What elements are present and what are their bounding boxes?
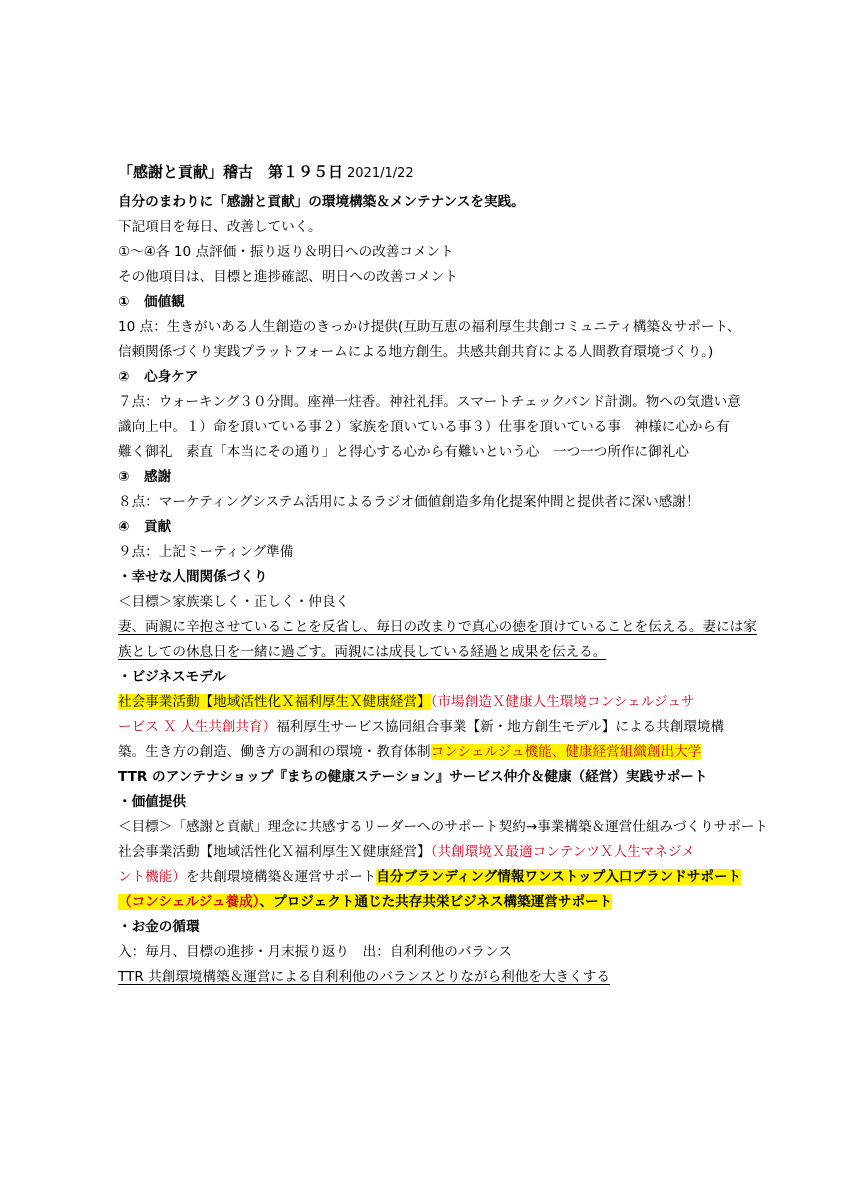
care-line-3: 難く御礼 素直「本当にその通り」と得心する心から有難いという心 一つ一つ所作に御礼心 bbox=[118, 444, 689, 460]
care-line-1: ７点：ウォーキング３０分間。座禅一炷香。神社礼拝。スマートチェックバンド計測。物への気遣い意 bbox=[118, 394, 741, 410]
intro-heading: 自分のまわりに「感謝と貢献」の環境構築＆メンテナンスを実践。 bbox=[118, 194, 525, 210]
value-line-3 bbox=[118, 890, 738, 915]
section-care-heading bbox=[118, 365, 738, 390]
business-line-2 bbox=[118, 715, 738, 740]
intro-line-2: ①～④各 10 点評価・振り返り＆明日への改善コメント bbox=[118, 244, 454, 260]
section-values-heading bbox=[118, 290, 738, 315]
title-date: 2021/1/22 bbox=[347, 166, 414, 181]
values-line-1: 10 点：生きがいある人生創造のきっかけ提供(互助互恵の福利厚生共創コミュニティ構築＆サポート、 bbox=[118, 319, 741, 335]
values-line-2: 信頼関係づくり実践プラットフォームによる地方創生。共感共創共育による人間教育環境づくり。) bbox=[118, 344, 714, 360]
relationships-heading: ・幸せな人間関係づくり bbox=[118, 569, 268, 585]
value-goal: ＜目標＞「感謝と貢献」理念に共感するリーダーへのサポート契約→事業構築＆運営仕組みづくりサポート bbox=[118, 819, 769, 835]
contribution-line-1: ９点：上記ミーティング準備 bbox=[118, 544, 294, 560]
business-highlight-red: コンシェルジュ機能、健康経営組織創出大学 bbox=[430, 744, 702, 760]
money-heading: ・お金の循環 bbox=[118, 919, 200, 935]
business-highlight: 社会事業活動【地域活性化Ｘ福利厚生Ｘ健康経営】 bbox=[118, 694, 431, 710]
value-line-2 bbox=[118, 865, 742, 890]
money-line-1: 入：毎月、目標の進捗・月末振り返り 出：自利利他のバランス bbox=[118, 944, 512, 960]
business-heading: ・ビジネスモデル bbox=[118, 669, 226, 685]
section-number: ② bbox=[118, 369, 130, 385]
section-label: 価値観 bbox=[144, 294, 185, 310]
section-label: 感謝 bbox=[144, 469, 172, 485]
value-line-1 bbox=[118, 840, 738, 865]
intro-line-1: 下記項目を毎日、改善していく。 bbox=[118, 219, 322, 235]
intro-line-3: その他項目は、目標と進捗確認、明日への改善コメント bbox=[118, 269, 458, 285]
value-highlight-bold: 、プロジェクト通じた共存共栄ビジネス構築運営サポート bbox=[259, 894, 613, 910]
relationships-goal: ＜目標＞家族楽しく・正しく・仲良く bbox=[118, 594, 350, 610]
title-main: 「感謝と貢献」稽古 第１９５日 bbox=[118, 163, 344, 181]
section-label: 貢献 bbox=[144, 519, 172, 535]
business-text: 築。生き方の創造、働き方の調和の環境・教育体制 bbox=[118, 744, 431, 760]
care-line-2: 識向上中。１）命を頂いている事２）家族を頂いている事３）仕事を頂いている事 神様に心から有 bbox=[118, 419, 730, 435]
money-line-2: TTR 共創環境構築＆運営による自利利他のバランスとりながら利他を大きくする bbox=[118, 969, 610, 985]
ttr-antenna-shop: TTR のアンテナショップ『まちの健康ステーション』サービス仲介＆健康（経営）実践サポート bbox=[118, 769, 708, 785]
relationships-line-2: 族としての休息日を一緒に過ごす。両親には成長している経過と成果を伝える。 bbox=[118, 644, 607, 660]
section-contribution-heading bbox=[118, 515, 738, 540]
value-heading: ・価値提供 bbox=[118, 794, 186, 810]
section-number: ③ bbox=[118, 469, 130, 485]
relationships-line-1: 妻、両親に辛抱させていることを反省し、毎日の改まりで真心の徳を頂けていることを伝える。妻には家 bbox=[118, 619, 757, 635]
business-line-1 bbox=[118, 690, 738, 715]
section-number: ④ bbox=[118, 519, 130, 535]
value-red-text: （共創環境Ｘ最適コンテンツＸ人生マネジメ bbox=[430, 844, 695, 860]
page-title bbox=[118, 160, 738, 184]
value-text: 社会事業活動【地域活性化Ｘ福利厚生Ｘ健康経営】 bbox=[118, 844, 431, 860]
value-red-text: ント機能） bbox=[118, 869, 186, 885]
business-text: 福利厚生サービス協同組合事業【新・地方創生モデル】による共創環境構 bbox=[276, 719, 725, 735]
business-red-text: ービス Ｘ 人生共創共育） bbox=[118, 719, 277, 735]
section-gratitude-heading bbox=[118, 465, 738, 490]
gratitude-line-1: ８点：マーケティングシステム活用によるラジオ価値創造多角化提案仲間と提供者に深い感謝！ bbox=[118, 494, 700, 510]
business-line-3 bbox=[118, 740, 738, 765]
value-text: を共創環境構築＆運営サポート bbox=[185, 869, 377, 885]
diary-page bbox=[118, 160, 769, 990]
business-red-text: （市場創造Ｘ健康人生環境コンシェルジュサ bbox=[430, 694, 695, 710]
value-highlight-bold: 自分ブランディング情報ワンストップ入口ブランドサポート bbox=[376, 869, 742, 885]
value-highlight-red: （コンシェルジュ養成） bbox=[118, 894, 260, 910]
section-label: 心身ケア bbox=[144, 369, 199, 385]
section-number: ① bbox=[118, 294, 130, 310]
